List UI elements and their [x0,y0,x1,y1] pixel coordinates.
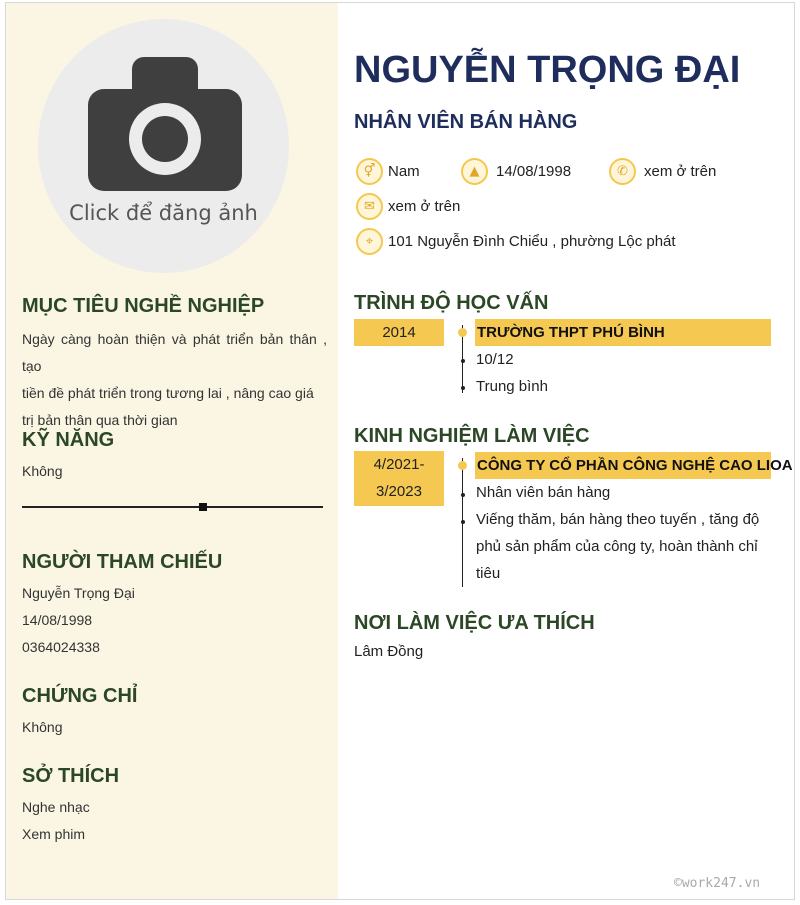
reference-heading: NGƯỜI THAM CHIẾU [22,551,223,573]
bullet-dot [461,386,465,390]
hobby-heading: SỞ THÍCH [22,765,120,787]
hobby-item: Nghe nhạc [22,799,90,815]
phone-icon: ✆ [609,158,636,185]
job-desc-line: tiêu [476,565,501,582]
hobby-item: Xem phim [22,826,86,842]
job-description [476,506,771,587]
email-icon: ✉ [356,193,383,220]
map-pin-icon: ⌖ [356,228,383,255]
reference-phone: 0364024338 [22,639,100,655]
hobby-list [22,794,90,848]
skill-level-marker [199,503,207,511]
experience-period [354,451,444,506]
photo-upload-label: Click để đăng ảnh [69,201,258,225]
skill-level-bar [22,506,323,508]
job-role: Nhân viên bán hàng [476,484,611,501]
photo-upload[interactable] [38,19,289,273]
bullet-dot [461,520,465,524]
workplace-heading: NƠI LÀM VIỆC ƯA THÍCH [354,612,595,634]
job-desc-line: Viếng thăm, bán hàng theo tuyến , tăng độ [476,511,760,528]
goal-line: Ngày càng hoàn thiện và phát triển bản thân , tạo [22,331,327,374]
email-value: xem ở trên [388,198,461,215]
bullet-dot [461,359,465,363]
workplace-value: Lâm Đồng [354,643,424,660]
goal-line: trị bản thân qua thời gian [22,412,178,428]
gender-value: Nam [388,163,420,180]
reference-name: Nguyễn Trọng Đại [22,585,135,601]
gender-icon: ⚥ [356,158,383,185]
education-heading: TRÌNH ĐỘ HỌC VẤN [354,292,549,314]
certificate-heading: CHỨNG CHỈ [22,685,138,707]
job-desc-line: phủ sản phẩm của công ty, hoàn thành chỉ [476,538,758,555]
period-start: 4/2021- [373,456,425,473]
phone-value: xem ở trên [644,163,717,180]
goal-text [22,326,327,434]
birthday-value: 14/08/1998 [496,163,572,180]
timeline-dot [458,461,467,470]
goal-heading: MỤC TIÊU NGHỀ NGHIỆP [22,295,265,317]
period-end: 3/2023 [376,483,422,500]
watermark: ©work247.vn [674,876,761,891]
timeline-dot [458,328,467,337]
cv-page [5,2,795,900]
reference-birthday: 14/08/1998 [22,612,93,628]
birthday-cake-icon: ▲ [461,158,488,185]
education-rank: Trung bình [476,378,548,395]
education-year: 2014 [354,319,444,346]
company-name: CÔNG TY CỔ PHẦN CÔNG NGHỆ CAO LIOA [475,452,771,479]
left-sidebar [6,3,338,899]
candidate-name: NGUYỄN TRỌNG ĐẠI [354,49,741,91]
skills-heading: KỸ NĂNG [22,429,115,451]
address-value: 101 Nguyễn Đình Chiểu , phường Lộc phát [388,233,676,250]
reference-info [22,580,135,661]
certificate-text: Không [22,719,63,735]
goal-line: tiền đề phát triển trong tương lai , nâng cao giá [22,385,314,401]
skill-name: Không [22,463,63,479]
bullet-dot [461,493,465,497]
experience-heading: KINH NGHIỆM LÀM VIỆC [354,425,590,447]
candidate-position: NHÂN VIÊN BÁN HÀNG [354,111,578,133]
school-name: TRƯỜNG THPT PHÚ BÌNH [475,319,771,346]
education-grade: 10/12 [476,351,514,368]
